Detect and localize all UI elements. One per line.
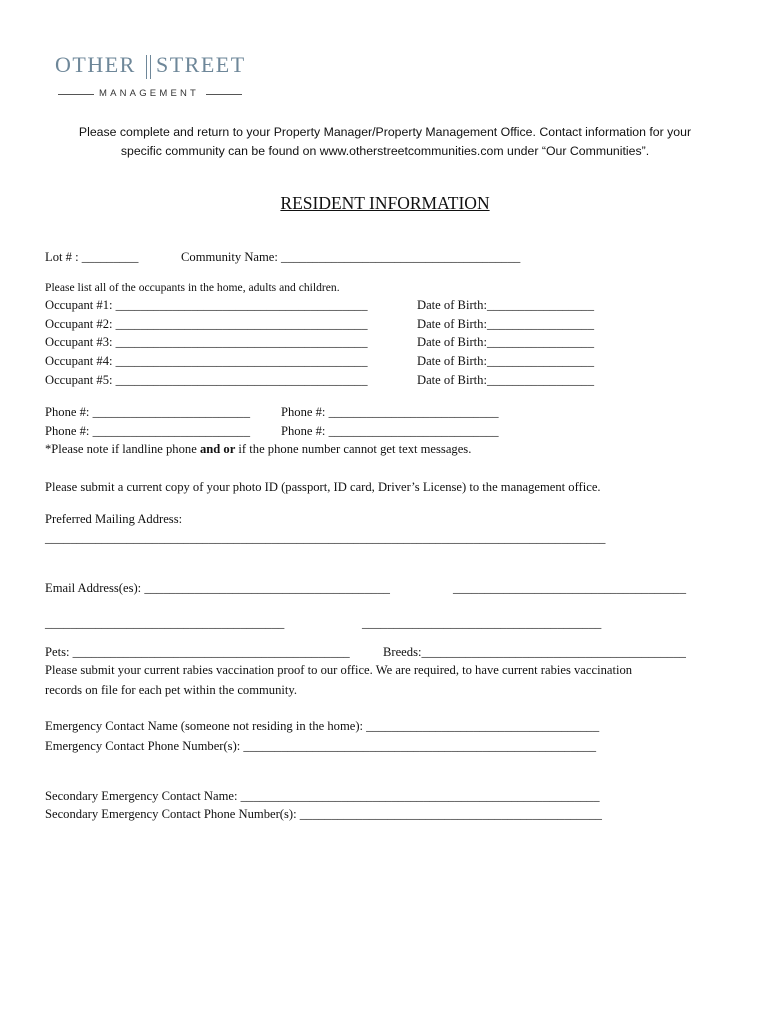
email-address-field-4[interactable]: ______________________________________ — [362, 616, 602, 630]
company-logo — [55, 52, 245, 102]
secondary-contact-phone-field[interactable]: Secondary Emergency Contact Phone Number(s): ________________________________________________ — [45, 807, 602, 821]
photo-id-instruction: Please submit a current copy of your photo ID (passport, ID card, Driver’s License) to the management office. — [45, 480, 601, 494]
occupant-5-field[interactable]: Occupant #5: ________________________________________ — [45, 373, 368, 387]
occupant-4-field[interactable]: Occupant #4: ________________________________________ — [45, 354, 368, 368]
mailing-address-field[interactable]: _________________________________________________________________________________________ — [45, 531, 606, 545]
occupants-instruction: Please list all of the occupants in the home, adults and children. — [45, 281, 340, 294]
email-address-field[interactable]: Email Address(es): _______________________________________ — [45, 581, 390, 595]
phone-4-field[interactable]: Phone #: ___________________________ — [281, 424, 499, 438]
occupant-1-dob-field[interactable]: Date of Birth:_________________ — [417, 298, 594, 312]
phone-note-start: *Please note if landline phone — [45, 442, 200, 456]
secondary-contact-name-field[interactable]: Secondary Emergency Contact Name: _________________________________________________________ — [45, 789, 600, 803]
email-address-field-3[interactable]: ______________________________________ — [45, 616, 285, 630]
phone-1-field[interactable]: Phone #: _________________________ — [45, 405, 250, 419]
logo-word-other: OTHER — [55, 52, 136, 77]
intro-line-1: Please complete and return to your Property Manager/Property Management Office. Contact information for your — [78, 125, 692, 139]
phone-note-bold: and or — [199, 442, 236, 456]
intro-line-2: specific community can be found on www.otherstreetcommunities.com under “Our Communities”. — [120, 144, 650, 158]
phone-note-end: if the phone number cannot get text messages. — [235, 442, 472, 456]
occupant-2-field[interactable]: Occupant #2: ________________________________________ — [45, 317, 368, 331]
logo-divider — [150, 55, 151, 79]
occupant-1-field[interactable]: Occupant #1: ________________________________________ — [45, 298, 368, 312]
rabies-note-line-2: records on file for each pet within the community. — [45, 683, 298, 697]
occupant-3-dob-field[interactable]: Date of Birth:_________________ — [417, 335, 594, 349]
phone-2-field[interactable]: Phone #: ___________________________ — [281, 405, 499, 419]
occupant-5-dob-field[interactable]: Date of Birth:_________________ — [417, 373, 594, 387]
logo-rule-right — [206, 94, 242, 95]
emergency-contact-name-field[interactable]: Emergency Contact Name (someone not residing in the home): _____________________________________ — [45, 719, 600, 733]
community-name-field[interactable]: Community Name: ______________________________________ — [181, 250, 521, 264]
occupant-2-dob-field[interactable]: Date of Birth:_________________ — [417, 317, 594, 331]
email-address-field-2[interactable]: _____________________________________ — [453, 581, 686, 595]
pets-field[interactable]: Pets: ____________________________________________ — [45, 645, 350, 659]
lot-field[interactable]: Lot # : _________ — [45, 250, 139, 264]
occupant-4-dob-field[interactable]: Date of Birth:_________________ — [417, 354, 594, 368]
logo-divider — [146, 55, 147, 79]
rabies-note-line-1: Please submit your current rabies vaccination proof to our office. We are required, to have current rabies vaccination — [45, 663, 633, 677]
phone-3-field[interactable]: Phone #: _________________________ — [45, 424, 250, 438]
mailing-address-label: Preferred Mailing Address: — [45, 512, 183, 526]
logo-word-street: STREET — [156, 52, 246, 77]
phone-note — [45, 442, 471, 457]
breeds-field[interactable]: Breeds:__________________________________________ — [383, 645, 686, 659]
occupant-3-field[interactable]: Occupant #3: ________________________________________ — [45, 335, 368, 349]
logo-subline: MANAGEMENT — [98, 88, 200, 99]
emergency-contact-phone-field[interactable]: Emergency Contact Phone Number(s): ________________________________________________________ — [45, 739, 597, 753]
page-title: RESIDENT INFORMATION — [280, 193, 490, 213]
